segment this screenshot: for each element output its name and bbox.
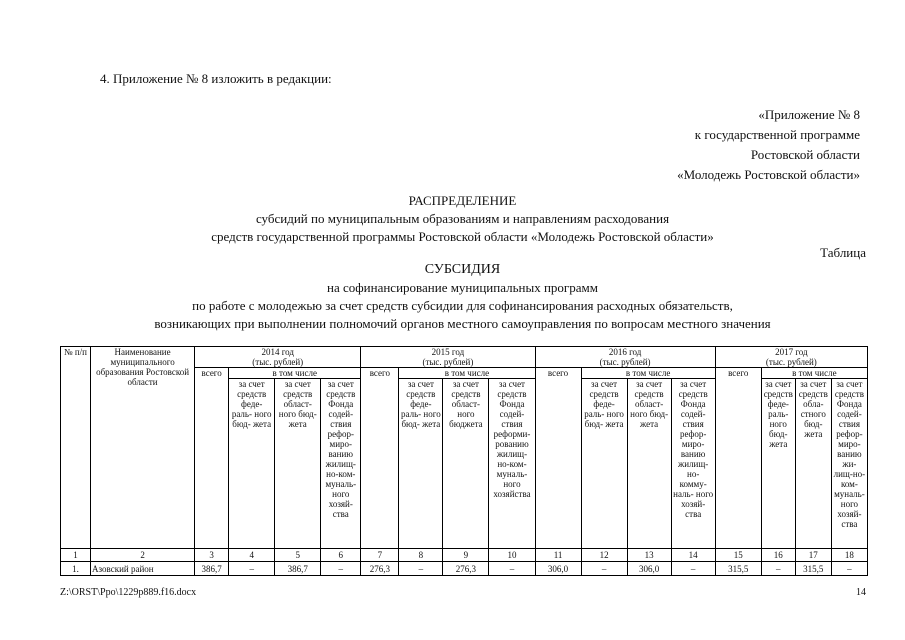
col-number: 17 — [795, 549, 831, 562]
header-fed-2016: за счет средств феде- раль- ного бюд- жета — [581, 379, 627, 549]
header-incl-2015: в том числе — [399, 368, 535, 379]
col-number: 12 — [581, 549, 627, 562]
table-cell: 315,5 — [715, 562, 761, 576]
header-fund-2016: за счет средств Фонда содей- ствия рефор- миро- ванию жилищ- но- комму- наль- ного хозяй- ства — [671, 379, 715, 549]
header-year-2017: 2017 год (тыс. рублей) — [715, 347, 867, 368]
header-fed-2015: за счет средств феде- раль- ного бюд- жета — [399, 379, 443, 549]
table-cell: 315,5 — [795, 562, 831, 576]
col-number: 10 — [489, 549, 535, 562]
intro-text: 4. Приложение № 8 изложить в редакции: — [100, 71, 332, 86]
table-cell: 276,3 — [361, 562, 399, 576]
header-fed-2014: за счет средств феде- раль- ного бюд- жета — [229, 379, 275, 549]
page-number: 14 — [856, 587, 866, 598]
col-number: 7 — [361, 549, 399, 562]
table-cell: – — [831, 562, 867, 576]
col-number: 9 — [443, 549, 489, 562]
header-fund-2014: за счет средств Фонда содей- ствия рефор- миро- ванию жилищ- но-ком- муналь- ного хозяй- ства — [321, 379, 361, 549]
header-name: Наименование муниципального образования Ростовской области — [91, 347, 195, 549]
col-number: 13 — [627, 549, 671, 562]
appendix-line-1: «Приложение № 8 — [758, 107, 860, 122]
col-number: 18 — [831, 549, 867, 562]
col-number: 16 — [761, 549, 795, 562]
table-cell: 1. — [61, 562, 91, 576]
table-cell: 386,7 — [195, 562, 229, 576]
header-year-2016: 2016 год (тыс. рублей) — [535, 347, 715, 368]
table-cell: – — [671, 562, 715, 576]
header-incl-2017: в том числе — [761, 368, 867, 379]
distribution-heading — [60, 192, 865, 246]
subsidy-heading — [60, 261, 865, 333]
appendix-caption — [600, 105, 860, 185]
table-cell: 386,7 — [275, 562, 321, 576]
col-number: 3 — [195, 549, 229, 562]
header-year-2014: 2014 год (тыс. рублей) — [195, 347, 361, 368]
header-reg-2016: за счет средств област- ного бюд- жета — [627, 379, 671, 549]
header-total-2016: всего — [535, 368, 581, 549]
table-row — [61, 562, 868, 576]
table-cell: – — [761, 562, 795, 576]
footer-path: Z:\ORST\Ppo\1229p889.f16.docx — [60, 587, 197, 598]
subsidy-table — [60, 346, 868, 576]
header-total-2014: всего — [195, 368, 229, 549]
header-reg-2015: за счет средств област- ного бюджета — [443, 379, 489, 549]
header-incl-2014: в том числе — [229, 368, 361, 379]
appendix-line-3: Ростовской области — [750, 147, 860, 162]
header-total-2015: всего — [361, 368, 399, 549]
table-cell: 306,0 — [627, 562, 671, 576]
col-number: 5 — [275, 549, 321, 562]
col-number: 14 — [671, 549, 715, 562]
header-fed-2017: за счет средств феде- раль- ного бюд- жета — [761, 379, 795, 549]
col-number: 11 — [535, 549, 581, 562]
col-number: 2 — [91, 549, 195, 562]
subsidy-line-3: возникающих при выполнении полномочий органов местного самоуправления по вопросам местного значения — [154, 316, 771, 331]
col-number: 15 — [715, 549, 761, 562]
appendix-line-2: к государственной программе — [694, 127, 860, 142]
col-number: 8 — [399, 549, 443, 562]
header-num: № п/п — [61, 347, 91, 549]
col-number: 4 — [229, 549, 275, 562]
header-incl-2016: в том числе — [581, 368, 715, 379]
header-total-2017: всего — [715, 368, 761, 549]
header-year-2015: 2015 год (тыс. рублей) — [361, 347, 535, 368]
table-cell: – — [581, 562, 627, 576]
subsidy-line-2: по работе с молодежью за счет средств субсидии для софинансирования расходных обязательств, — [192, 298, 733, 313]
col-number: 6 — [321, 549, 361, 562]
table-cell: – — [489, 562, 535, 576]
table-cell: Азовский район — [91, 562, 195, 576]
header-fund-2015: за счет средств Фонда содей- ствия реформи- рованию жилищ- но-ком- муналь- ного хозяйства — [489, 379, 535, 549]
distribution-line-2: средств государственной программы Ростовской области «Молодежь Ростовской области» — [211, 229, 714, 244]
table-cell: – — [321, 562, 361, 576]
table-cell: – — [399, 562, 443, 576]
header-fund-2017: за счет средств Фонда содей- ствия рефор- миро- ванию жи- лищ-но- ком- муналь- ного хозяй- ства — [831, 379, 867, 549]
table-cell: 306,0 — [535, 562, 581, 576]
table-label: Таблица — [820, 245, 866, 260]
appendix-line-4: «Молодежь Ростовской области» — [677, 167, 860, 182]
subsidy-title: СУБСИДИЯ — [424, 262, 501, 277]
header-reg-2017: за счет средств обла- стного бюд- жета — [795, 379, 831, 549]
table-cell: 276,3 — [443, 562, 489, 576]
distribution-title: РАСПРЕДЕЛЕНИЕ — [408, 193, 517, 208]
col-number: 1 — [61, 549, 91, 562]
subsidy-line-1: на софинансирование муниципальных программ — [327, 280, 598, 295]
column-number-row — [61, 549, 868, 562]
header-reg-2014: за счет средств област- ного бюд- жета — [275, 379, 321, 549]
distribution-line-1: субсидий по муниципальным образованиям и направлениям расходования — [255, 211, 670, 226]
table-cell: – — [229, 562, 275, 576]
